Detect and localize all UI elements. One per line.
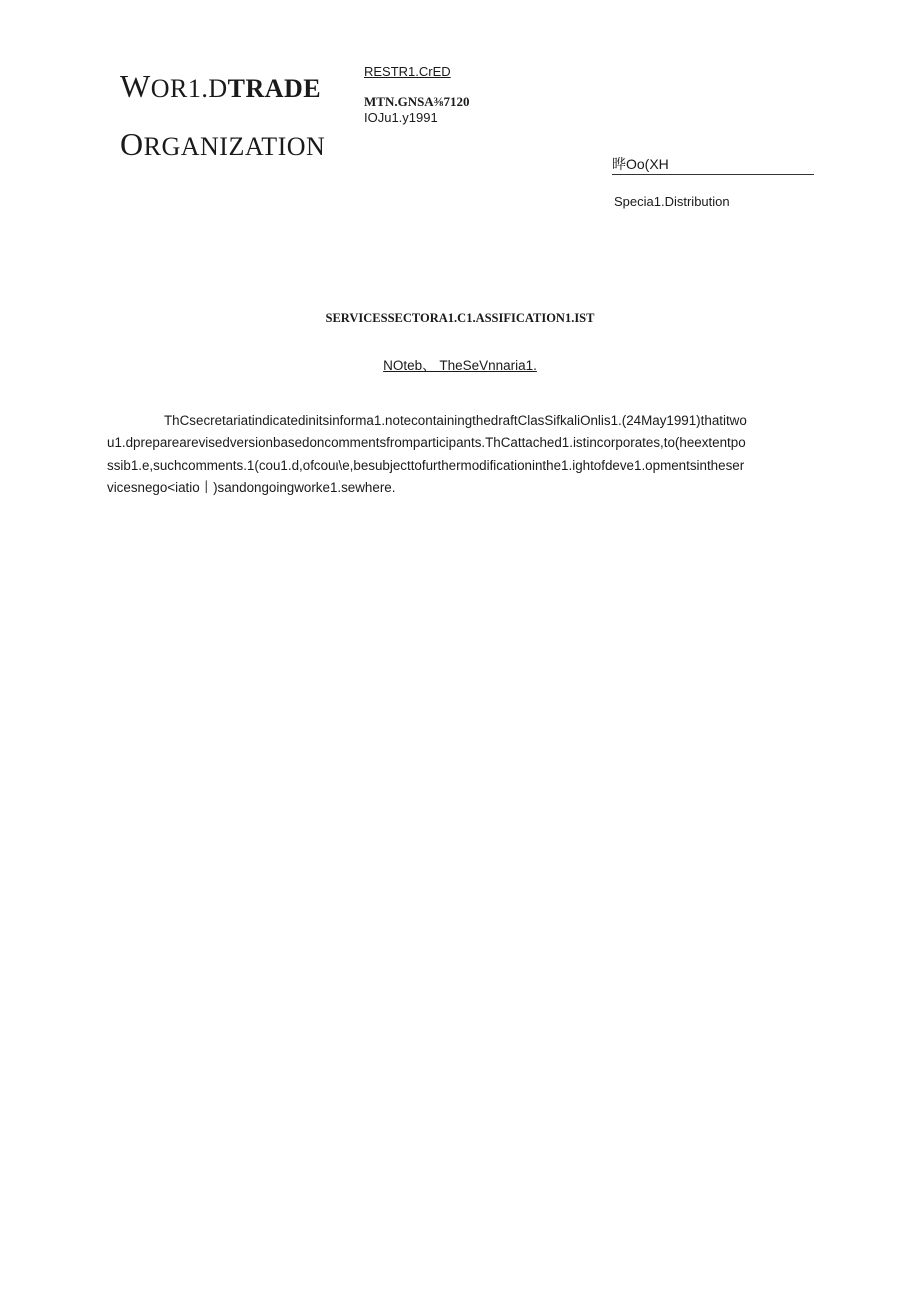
org-word-trade: TRADE (227, 74, 322, 103)
header-divider (612, 174, 814, 175)
distribution-label: Specia1.Distribution (614, 194, 730, 209)
document-date: IOJu1.y1991 (364, 110, 438, 125)
paragraph-line: ssib1.e,suchcomments.1(cou1.d,ofcouι\e,besubjecttofurthermodificationinthe1.ightofdeve1.opmentsintheser (107, 457, 745, 473)
org-initial-w: W (120, 68, 151, 104)
document-subtitle (110, 354, 810, 374)
org-word-world: OR1.D (150, 74, 228, 103)
restricted-label: RESTR1.CrED (364, 64, 451, 79)
org-word-organization: RGANIZATION (143, 132, 326, 161)
body-paragraph (107, 410, 814, 500)
paragraph-line: ThCsecretariatindicatedinitsinforma1.notecontainingthedraftClasSifkaliOnlis1.(24May1991)thatitwo (164, 413, 747, 428)
paragraph-line: u1.dpreparearevisedversionbasedoncommentsfromparticipants.ThCattached1.istincorporates,to(heextentpo (107, 435, 746, 451)
paragraph-line: vicesnego<iatio丨)sandongoingworke1.sewhere. (107, 480, 396, 496)
document-symbol: MTN.GNSA⅜7120 (364, 94, 470, 109)
organization-name-line1 (120, 68, 321, 105)
document-code: 晔Oo(XH (612, 156, 669, 172)
subtitle-text: NOteb、 TheSeVnnaria1. (383, 358, 537, 373)
document-title: SERVICESSECTORA1.C1.ASSIFICATION1.IST (325, 311, 595, 325)
org-initial-o: O (120, 126, 144, 162)
organization-name-line2 (120, 126, 325, 163)
